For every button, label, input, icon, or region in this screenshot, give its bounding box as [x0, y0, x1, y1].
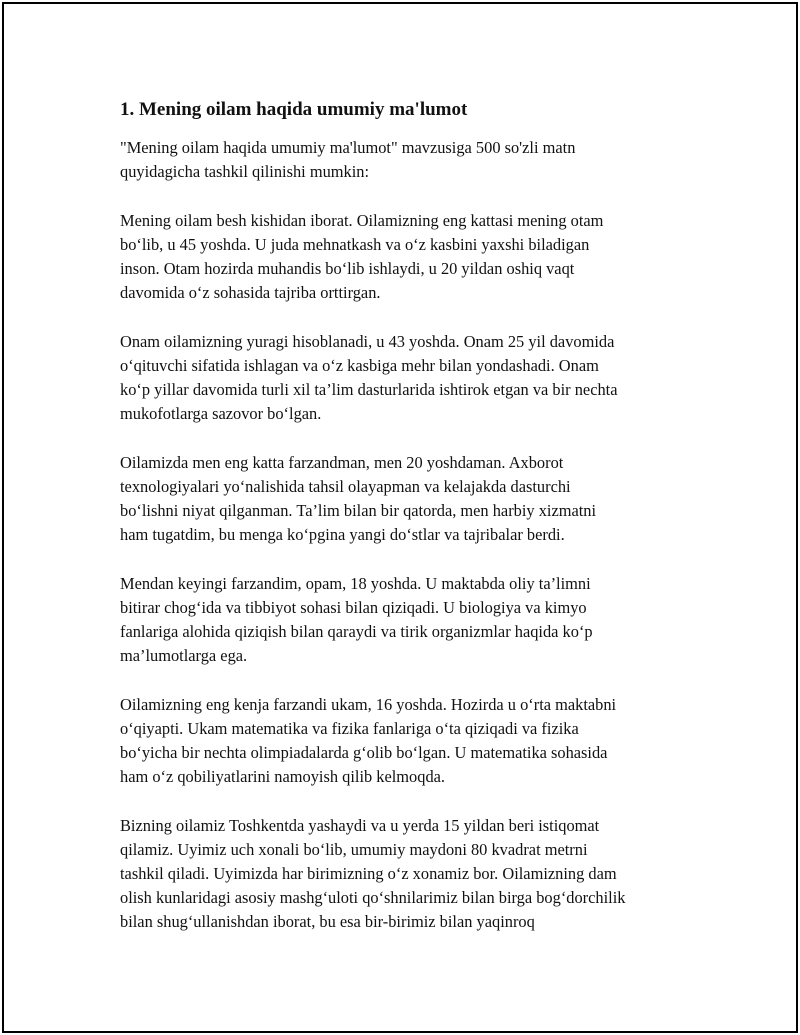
- text-line: ko‘p yillar davomida turli xil ta’lim dasturlarida ishtirok etgan va bir nechta: [120, 380, 618, 399]
- text-line: ham tugatdim, bu menga ko‘pgina yangi do‘stlar va tajribalar berdi.: [120, 525, 565, 545]
- text-line: bo‘lib, u 45 yoshda. U juda mehnatkash va o‘z kasbini yaxshi biladigan: [120, 234, 590, 254]
- text-line: bilan shug‘ullanishdan iborat, bu esa bir-birimiz bilan yaqinroq: [120, 912, 535, 932]
- paragraph: [120, 451, 700, 548]
- text-line: ham o‘z qobiliyatlarini namoyish qilib kelmoqda.: [120, 767, 446, 787]
- text-line: Onam oilamizning yuragi hisoblanadi, u 43 yoshda. Onam 25 yil davomida: [120, 331, 615, 351]
- text-line: qilamiz. Uyimiz uch xonali bo‘lib, umumiy maydoni 80 kvadrat metrni: [120, 839, 588, 859]
- text-line: fanlariga alohida qiziqish bilan qaraydi va tirik organizmlar haqida ko‘p: [120, 622, 593, 641]
- document-title: 1. Mening oilam haqida umumiy ma'lumot: [120, 99, 468, 120]
- text-line: Oilamizning eng kenja farzandi ukam, 16 yoshda. Hozirda u o‘rta maktabni: [120, 694, 617, 714]
- text-line: "Mening oilam haqida umumiy ma'lumot" mavzusiga 500 so'zli matn: [120, 138, 576, 157]
- text-line: Mening oilam besh kishidan iborat. Oilamizning eng kattasi mening otam: [120, 210, 604, 230]
- text-line: ma’lumotlarga ega.: [120, 646, 248, 666]
- paragraph: [120, 136, 700, 184]
- text-line: Bizning oilamiz Toshkentda yashaydi va u yerda 15 yildan beri istiqomat: [120, 815, 600, 835]
- paragraph: [120, 572, 700, 669]
- text-line: bitirar chog‘ida va tibbiyot sohasi bilan qiziqadi. U biologiya va kimyo: [120, 597, 587, 617]
- paragraph: [120, 330, 700, 427]
- text-line: olish kunlaridagi asosiy mashg‘uloti qo‘shnilarimiz bilan birga bog‘dorchilik: [120, 888, 626, 908]
- document-page: [2, 2, 798, 1033]
- text-line: tashkil qiladi. Uyimizda har birimizning o‘z xonamiz bor. Oilamizning dam: [120, 864, 617, 883]
- paragraph: [120, 209, 700, 306]
- paragraph: [120, 693, 700, 790]
- text-line: inson. Otam hozirda muhandis bo‘lib ishlaydi, u 20 yildan oshiq vaqt: [120, 259, 575, 278]
- text-line: davomida o‘z sohasida tajriba orttirgan.: [120, 283, 381, 303]
- paragraph-list: [120, 136, 700, 935]
- text-line: bo‘yicha bir nechta olimpiadalarda g‘olib bo‘lgan. U matematika sohasida: [120, 743, 608, 762]
- text-line: Mendan keyingi farzandim, opam, 18 yoshda. U maktabda oliy ta’limni: [120, 573, 591, 593]
- text-line: Oilamizda men eng katta farzandman, men 20 yoshdaman. Axborot: [120, 452, 564, 472]
- text-line: texnologiyalari yo‘nalishida tahsil olayapman va kelajakda dasturchi: [120, 476, 571, 496]
- text-line: mukofotlarga sazovor bo‘lgan.: [120, 404, 322, 424]
- paragraph: [120, 814, 700, 935]
- document-body: [120, 98, 700, 959]
- text-line: bo‘lishni niyat qilganman. Ta’lim bilan bir qatorda, men harbiy xizmatni: [120, 501, 597, 520]
- text-line: o‘qituvchi sifatida ishlagan va o‘z kasbiga mehr bilan yondashadi. Onam: [120, 355, 599, 375]
- text-line: o‘qiyapti. Ukam matematika va fizika fanlariga o‘ta qiziqadi va fizika: [120, 718, 579, 738]
- text-line: quyidagicha tashkil qilinishi mumkin:: [120, 162, 370, 182]
